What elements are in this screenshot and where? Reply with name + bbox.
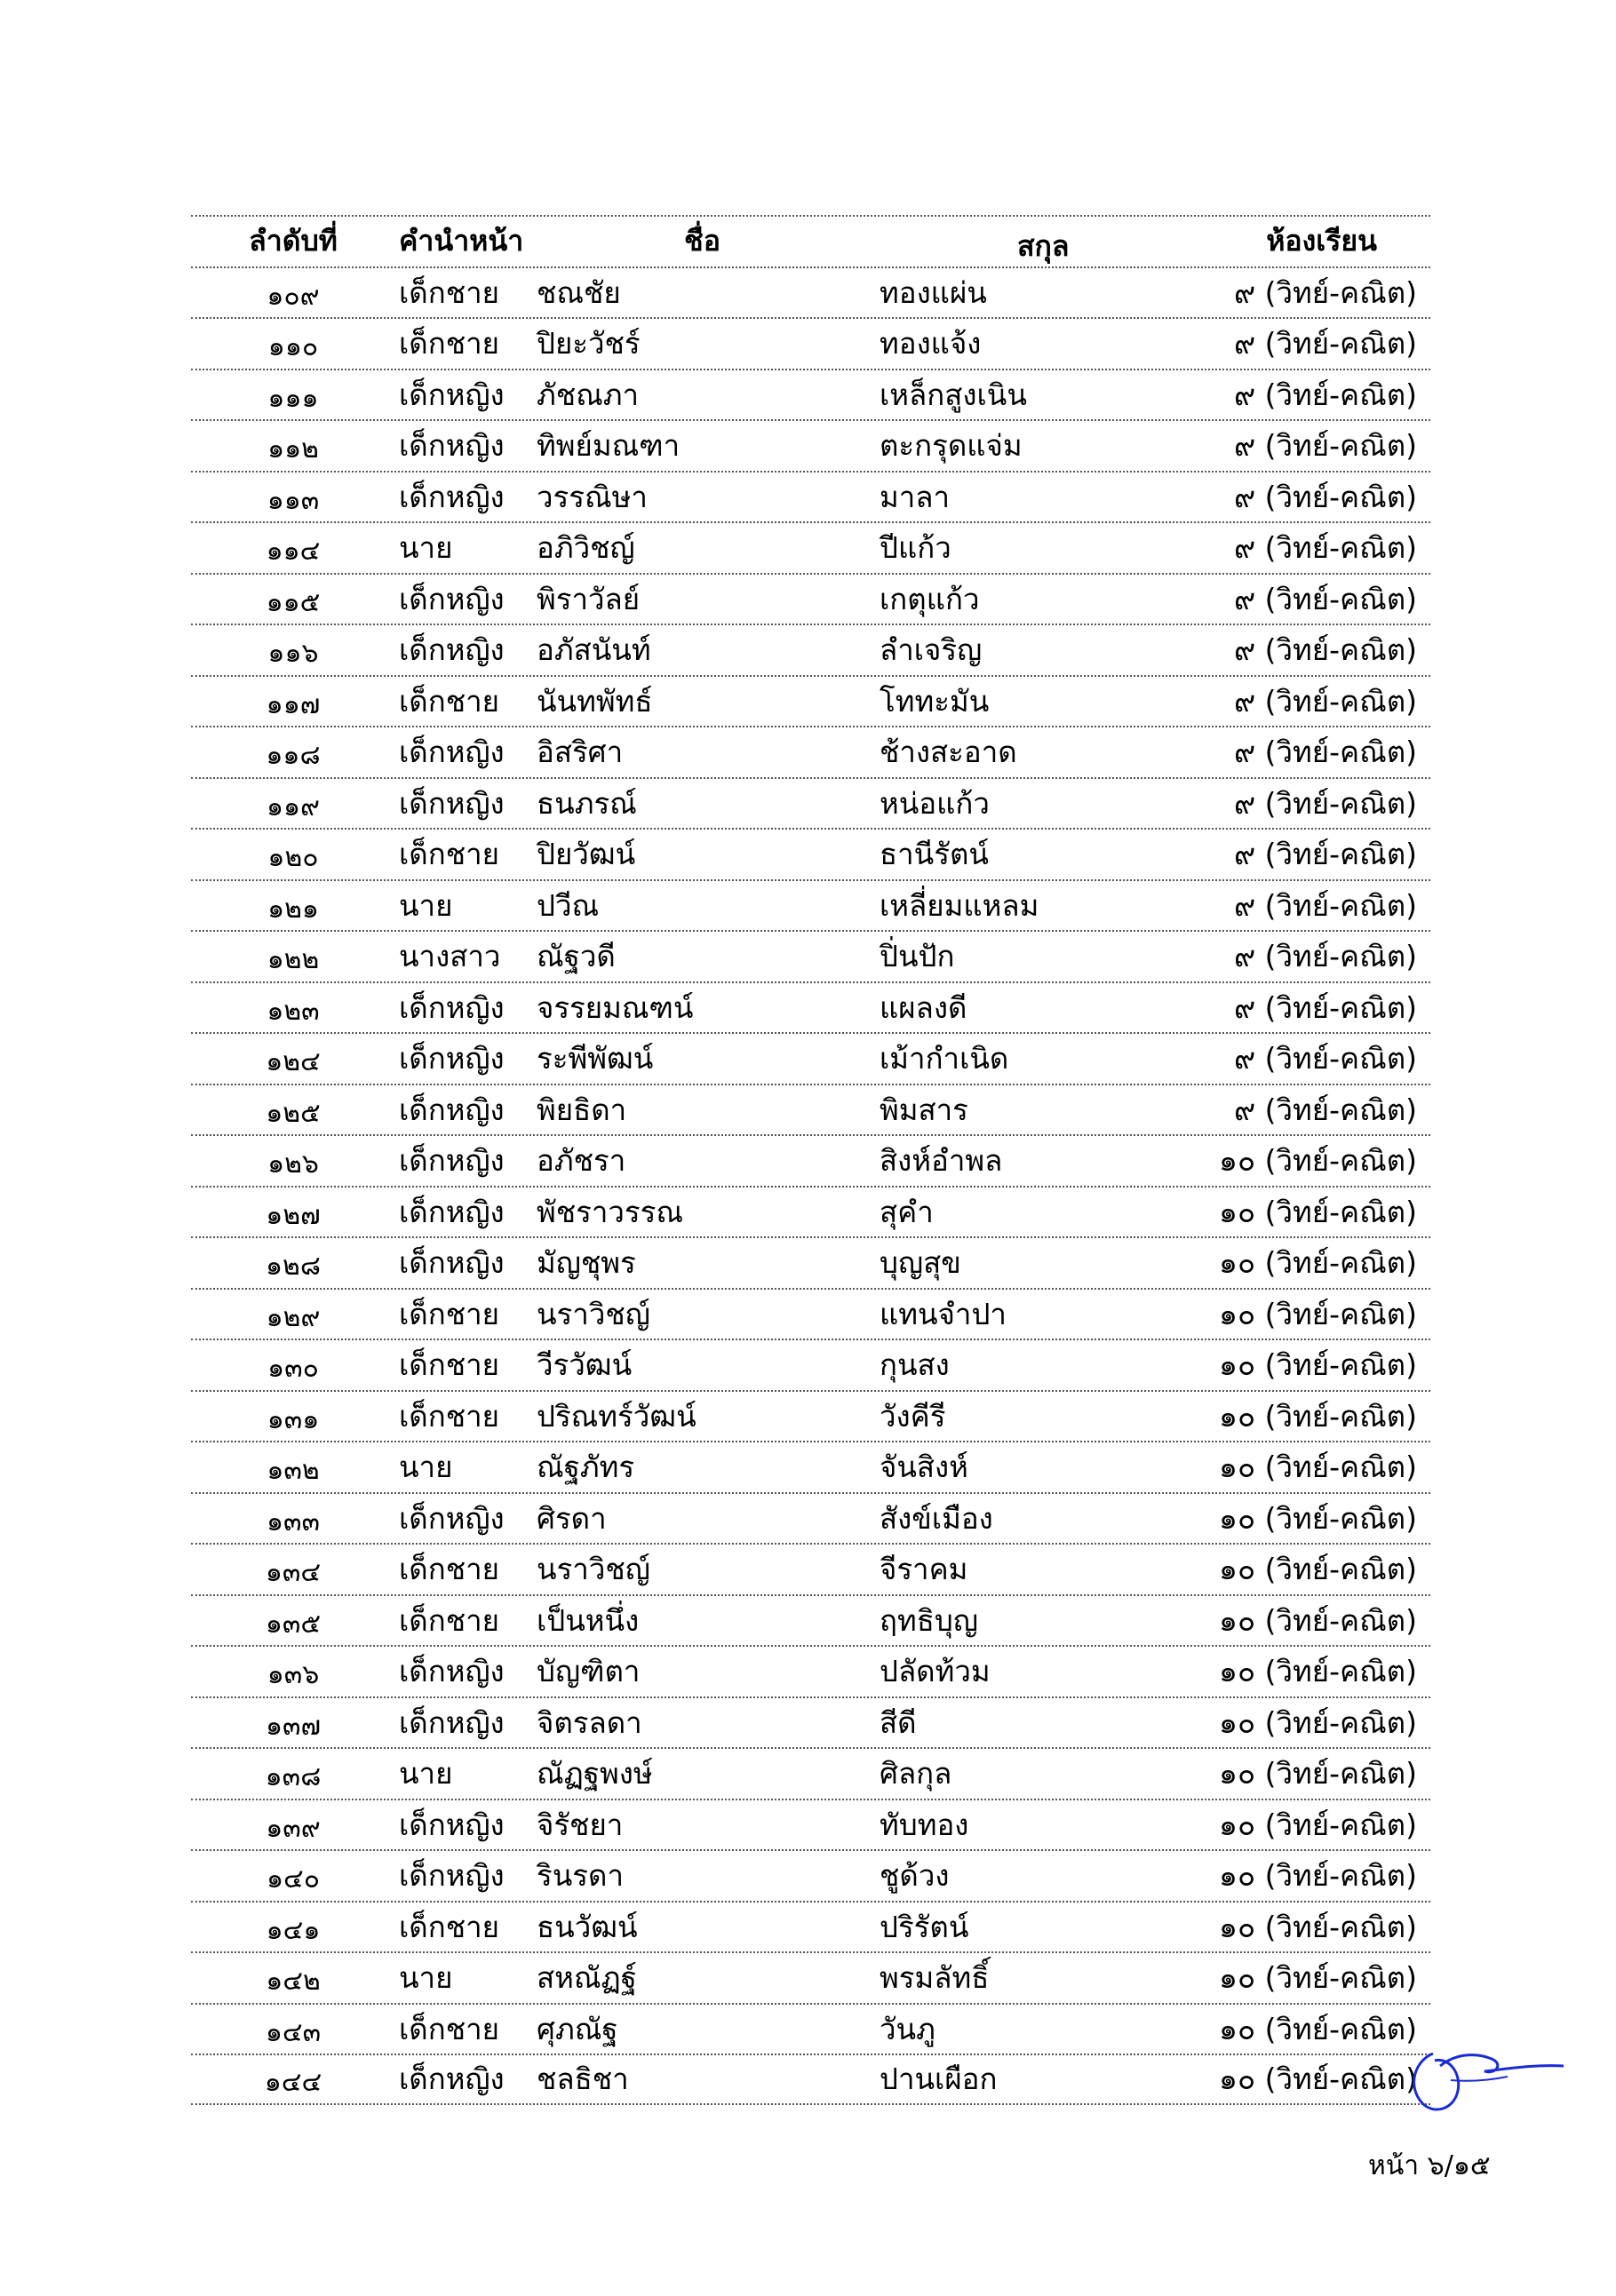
cell-room: ๑๐ (วิทย์-คณิต)	[1219, 1909, 1417, 1944]
cell-surname: หน่อแก้ว	[880, 785, 990, 821]
cell-surname: ปานเผือก	[880, 2062, 998, 2097]
cell-no: ๑๔๓	[265, 2016, 322, 2048]
cell-title: นางสาว	[399, 939, 501, 974]
cell-no: ๑๓๙	[266, 1812, 321, 1844]
cell-no: ๑๒๗	[266, 1199, 321, 1231]
cell-name: พัชราวรรณ	[537, 1194, 683, 1229]
cell-no: ๑๒๒	[267, 944, 320, 976]
cell-room: ๙ (วิทย์-คณิต)	[1233, 939, 1417, 974]
table-row	[191, 675, 1430, 727]
cell-no: ๑๑๕	[266, 586, 321, 618]
table-row	[191, 1747, 1430, 1799]
cell-surname: ทองแผ่น	[880, 274, 987, 310]
cell-no: ๑๒๘	[266, 1251, 321, 1283]
cell-surname: สิงห์อำพล	[880, 1143, 1003, 1179]
cell-name: วีรวัฒน์	[537, 1347, 633, 1383]
cell-room: ๙ (วิทย์-คณิต)	[1233, 785, 1417, 821]
cell-title: เด็กหญิง	[399, 1194, 505, 1229]
cell-room: ๙ (วิทย์-คณิต)	[1233, 1041, 1417, 1076]
cell-title: เด็กหญิง	[399, 377, 505, 412]
table-row	[191, 1901, 1430, 1952]
cell-title: เด็กชาย	[399, 1347, 499, 1383]
cell-surname: ตะกรุดแจ่ม	[880, 428, 1023, 464]
table-row	[191, 317, 1430, 369]
cell-no: ๑๑๙	[266, 790, 321, 822]
cell-room: ๙ (วิทย์-คณิต)	[1233, 989, 1417, 1025]
cell-room: ๑๐ (วิทย์-คณิต)	[1219, 1960, 1417, 1996]
cell-name: บัญฑิตา	[537, 1654, 641, 1689]
cell-room: ๙ (วิทย์-คณิต)	[1233, 735, 1417, 770]
table-row	[191, 1849, 1430, 1901]
cell-room: ๙ (วิทย์-คณิต)	[1233, 479, 1417, 514]
table-row	[191, 266, 1430, 318]
table-row	[191, 981, 1430, 1033]
cell-name: ระพีพัฒน์	[537, 1041, 654, 1076]
cell-surname: ชูด้วง	[880, 1858, 950, 1894]
cell-title: เด็กชาย	[399, 1398, 499, 1434]
cell-no: ๑๒๐	[267, 842, 319, 874]
cell-no: ๑๓๔	[265, 1557, 322, 1589]
cell-surname: จันสิงห์	[880, 1450, 968, 1485]
cell-no: ๑๒๙	[266, 1301, 321, 1333]
cell-surname: ปีแก้ว	[880, 530, 951, 566]
cell-no: ๑๔๔	[264, 2067, 322, 2099]
cell-room: ๑๐ (วิทย์-คณิต)	[1219, 1704, 1417, 1740]
cell-title: นาย	[399, 1960, 453, 1996]
cell-no: ๑๑๐	[267, 331, 319, 363]
table-row	[191, 1799, 1430, 1850]
cell-no: ๑๔๑	[266, 1914, 321, 1946]
cell-surname: เกตุแก้ว	[880, 581, 980, 616]
cell-no: ๑๑๘	[266, 740, 321, 772]
table-row	[191, 1645, 1430, 1696]
table-body	[191, 266, 1430, 2105]
table-row	[191, 1951, 1430, 2003]
cell-room: ๙ (วิทย์-คณิต)	[1233, 274, 1417, 310]
cell-no: ๑๒๔	[266, 1046, 321, 1078]
cell-room: ๙ (วิทย์-คณิต)	[1233, 581, 1417, 616]
cell-no: ๑๐๙	[267, 280, 320, 312]
table-row	[191, 1236, 1430, 1288]
cell-no: ๑๑๓	[267, 484, 320, 516]
table-row	[191, 1390, 1430, 1442]
table-row	[191, 1441, 1430, 1492]
cell-title: เด็กหญิง	[399, 632, 505, 668]
cell-no: ๑๒๑	[267, 893, 319, 925]
cell-no: ๑๓๘	[265, 1761, 322, 1793]
cell-room: ๙ (วิทย์-คณิต)	[1233, 632, 1417, 668]
table-row	[191, 1543, 1430, 1594]
table-row	[191, 1594, 1430, 1646]
cell-title: เด็กหญิง	[399, 479, 505, 514]
cell-title: เด็กชาย	[399, 1602, 499, 1638]
cell-room: ๙ (วิทย์-คณิต)	[1233, 377, 1417, 412]
cell-no: ๑๒๖	[267, 1148, 319, 1180]
cell-title: นาย	[399, 1756, 453, 1792]
cell-name: ธนภรณ์	[537, 785, 637, 821]
cell-title: เด็กหญิง	[399, 428, 505, 464]
cell-name: อิสริศา	[537, 735, 624, 770]
cell-title: เด็กหญิง	[399, 735, 505, 770]
cell-title: เด็กหญิง	[399, 989, 505, 1025]
table-row	[191, 369, 1430, 420]
cell-no: ๑๑๒	[267, 433, 319, 465]
cell-surname: ทับทอง	[880, 1807, 969, 1842]
cell-surname: บุญสุข	[880, 1245, 961, 1281]
cell-name: ศิรดา	[537, 1500, 607, 1536]
table-row	[191, 1492, 1430, 1544]
cell-surname: ศิลกุล	[880, 1756, 952, 1792]
cell-no: ๑๓๑	[267, 1403, 320, 1435]
cell-title: เด็กหญิง	[399, 1245, 505, 1281]
cell-surname: ทองแจ้ง	[880, 326, 982, 361]
cell-surname: เหล็กสูงเนิน	[880, 377, 1027, 412]
cell-name: ปวีณ	[537, 887, 600, 923]
cell-room: ๑๐ (วิทย์-คณิต)	[1219, 1654, 1417, 1689]
cell-name: พิราวัลย์	[537, 581, 641, 616]
cell-name: มัญชุพร	[537, 1245, 636, 1281]
cell-room: ๑๐ (วิทย์-คณิต)	[1219, 2062, 1417, 2097]
cell-name: อภัสนันท์	[537, 632, 651, 668]
cell-surname: วันภู	[880, 2011, 935, 2046]
student-table	[191, 215, 1430, 2105]
cell-title: เด็กหญิง	[399, 2062, 505, 2097]
cell-room: ๑๐ (วิทย์-คณิต)	[1219, 1756, 1417, 1792]
table-row	[191, 419, 1430, 471]
cell-name: สหณัฏฐ์	[537, 1960, 637, 1996]
cell-no: ๑๓๖	[267, 1659, 320, 1691]
table-row	[191, 624, 1430, 675]
cell-title: นาย	[399, 530, 453, 566]
cell-surname: แทนจำปา	[880, 1296, 1007, 1331]
table-row	[191, 726, 1430, 777]
table-row	[191, 1339, 1430, 1390]
cell-no: ๑๒๓	[267, 995, 320, 1027]
signature-image	[1399, 2034, 1568, 2123]
cell-surname: ปลัดท้วม	[880, 1654, 991, 1689]
cell-surname: ปิ่นปัก	[880, 939, 955, 974]
cell-name: ธนวัฒน์	[537, 1909, 638, 1944]
cell-title: เด็กชาย	[399, 1552, 499, 1587]
table-row	[191, 521, 1430, 573]
cell-room: ๑๐ (วิทย์-คณิต)	[1219, 1245, 1417, 1281]
cell-surname: มาลา	[880, 479, 951, 514]
header-no: ลำดับที่	[249, 224, 338, 258]
table-header	[191, 215, 1430, 266]
cell-name: ปริณทร์วัฒน์	[537, 1398, 697, 1434]
cell-room: ๑๐ (วิทย์-คณิต)	[1219, 1347, 1417, 1383]
header-name: ชื่อ	[684, 224, 720, 258]
cell-surname: โททะมัน	[880, 683, 990, 719]
cell-room: ๑๐ (วิทย์-คณิต)	[1219, 1807, 1417, 1842]
cell-name: วรรณิษา	[537, 479, 648, 514]
cell-no: ๑๑๖	[267, 638, 319, 670]
cell-title: นาย	[399, 1450, 453, 1485]
cell-name: ทิพย์มณฑา	[537, 428, 681, 464]
cell-room: ๙ (วิทย์-คณิต)	[1233, 837, 1417, 872]
cell-room: ๙ (วิทย์-คณิต)	[1233, 326, 1417, 361]
table-row	[191, 2003, 1430, 2054]
cell-no: ๑๓๕	[265, 1608, 322, 1640]
cell-room: ๑๐ (วิทย์-คณิต)	[1219, 2011, 1417, 2046]
cell-no: ๑๔๒	[266, 1966, 321, 1998]
cell-surname: พิมสาร	[880, 1092, 968, 1127]
cell-name: รินรดา	[537, 1858, 624, 1894]
cell-title: เด็กหญิง	[399, 581, 505, 616]
cell-room: ๑๐ (วิทย์-คณิต)	[1219, 1143, 1417, 1179]
cell-name: อภัชรา	[537, 1143, 626, 1179]
table-row	[191, 828, 1430, 879]
cell-name: อภิวิชญ์	[537, 530, 635, 566]
table-row	[191, 879, 1430, 931]
cell-title: เด็กชาย	[399, 2011, 499, 2046]
cell-name: เป็นหนึ่ง	[537, 1602, 640, 1638]
cell-title: เด็กหญิง	[399, 1807, 505, 1842]
cell-title: เด็กหญิง	[399, 1143, 505, 1179]
cell-title: เด็กชาย	[399, 837, 499, 872]
cell-no: ๑๑๗	[266, 688, 321, 720]
cell-room: ๑๐ (วิทย์-คณิต)	[1219, 1398, 1417, 1434]
cell-surname: ฤทธิบุญ	[880, 1602, 978, 1638]
cell-surname: สังข์เมือง	[880, 1500, 993, 1536]
cell-title: เด็กหญิง	[399, 1704, 505, 1740]
table-row	[191, 1696, 1430, 1748]
cell-surname: พรมลัทธิ์	[880, 1960, 990, 1996]
cell-title: เด็กหญิง	[399, 1500, 505, 1536]
cell-name: นราวิชญ์	[537, 1296, 650, 1331]
cell-surname: กุนสง	[880, 1347, 950, 1383]
cell-room: ๑๐ (วิทย์-คณิต)	[1219, 1552, 1417, 1587]
cell-no: ๑๔๐	[266, 1863, 321, 1895]
cell-surname: ช้างสะอาด	[880, 735, 1017, 770]
cell-surname: เม้ากำเนิด	[880, 1041, 1009, 1076]
cell-name: ศุภณัฐ	[537, 2011, 618, 2046]
cell-no: ๑๒๕	[266, 1097, 321, 1129]
cell-room: ๙ (วิทย์-คณิต)	[1233, 887, 1417, 923]
cell-surname: เหลี่ยมแหลม	[880, 887, 1039, 923]
cell-name: ณัฏฐพงษ์	[537, 1756, 653, 1792]
table-row	[191, 777, 1430, 829]
cell-room: ๑๐ (วิทย์-คณิต)	[1219, 1858, 1417, 1894]
header-title: คำนำหน้า	[399, 224, 524, 258]
cell-no: ๑๓๗	[265, 1710, 322, 1742]
cell-title: เด็กชาย	[399, 1909, 499, 1944]
cell-surname: สีดี	[880, 1704, 917, 1740]
cell-name: ชลธิชา	[537, 2062, 629, 2097]
cell-name: พิยธิดา	[537, 1092, 627, 1127]
cell-name: จรรยมณฑน์	[537, 989, 694, 1025]
cell-title: เด็กชาย	[399, 1296, 499, 1331]
cell-surname: วังคีรี	[880, 1398, 946, 1434]
cell-name: จิรัชยา	[537, 1807, 624, 1842]
cell-room: ๑๐ (วิทย์-คณิต)	[1219, 1500, 1417, 1536]
cell-room: ๑๐ (วิทย์-คณิต)	[1219, 1602, 1417, 1638]
table-row	[191, 1032, 1430, 1084]
cell-title: เด็กชาย	[399, 326, 499, 361]
cell-name: ชณชัย	[537, 274, 621, 310]
cell-name: จิตรลดา	[537, 1704, 642, 1740]
cell-name: นราวิชญ์	[537, 1552, 650, 1587]
cell-title: นาย	[399, 887, 453, 923]
table-row	[191, 573, 1430, 624]
cell-no: ๑๑๔	[266, 536, 321, 568]
cell-title: เด็กชาย	[399, 683, 499, 719]
cell-title: เด็กหญิง	[399, 1092, 505, 1127]
cell-no: ๑๑๑	[267, 382, 319, 414]
cell-room: ๙ (วิทย์-คณิต)	[1233, 428, 1417, 464]
cell-surname: ปริรัตน์	[880, 1909, 969, 1944]
table-row	[191, 471, 1430, 522]
cell-title: เด็กหญิง	[399, 1041, 505, 1076]
table-row	[191, 1186, 1430, 1237]
cell-room: ๑๐ (วิทย์-คณิต)	[1219, 1194, 1417, 1229]
header-room: ห้องเรียน	[1266, 224, 1377, 258]
cell-name: นันทพัทธ์	[537, 683, 653, 719]
cell-room: ๙ (วิทย์-คณิต)	[1233, 1092, 1417, 1127]
cell-no: ๑๓๒	[267, 1455, 320, 1487]
cell-surname: สุคำ	[880, 1194, 934, 1229]
cell-surname: ธานีรัตน์	[880, 837, 989, 872]
table-row	[191, 2054, 1430, 2105]
cell-title: เด็กชาย	[399, 274, 499, 310]
cell-name: ณัฐวดี	[537, 939, 616, 974]
cell-no: ๑๓๓	[266, 1506, 321, 1537]
cell-name: ณัฐภัทร	[537, 1450, 635, 1485]
cell-surname: จีราคม	[880, 1552, 968, 1587]
cell-name: ปิยวัฒน์	[537, 837, 636, 872]
table-row	[191, 930, 1430, 981]
page-number: หน้า ๖/๑๕	[1368, 2150, 1491, 2181]
table-row	[191, 1084, 1430, 1135]
cell-no: ๑๓๐	[267, 1353, 319, 1385]
cell-room: ๑๐ (วิทย์-คณิต)	[1219, 1450, 1417, 1485]
cell-name: ภัชณภา	[537, 377, 640, 412]
cell-surname: ลำเจริญ	[880, 632, 983, 668]
cell-name: ปิยะวัชร์	[537, 326, 641, 361]
cell-title: เด็กหญิง	[399, 1654, 505, 1689]
table-row	[191, 1288, 1430, 1339]
header-surname: สกุล	[1017, 229, 1070, 264]
cell-room: ๑๐ (วิทย์-คณิต)	[1219, 1296, 1417, 1331]
cell-title: เด็กหญิง	[399, 785, 505, 821]
cell-surname: แผลงดี	[880, 989, 967, 1025]
table-row	[191, 1134, 1430, 1186]
cell-room: ๙ (วิทย์-คณิต)	[1233, 530, 1417, 566]
cell-title: เด็กหญิง	[399, 1858, 505, 1894]
cell-room: ๙ (วิทย์-คณิต)	[1233, 683, 1417, 719]
